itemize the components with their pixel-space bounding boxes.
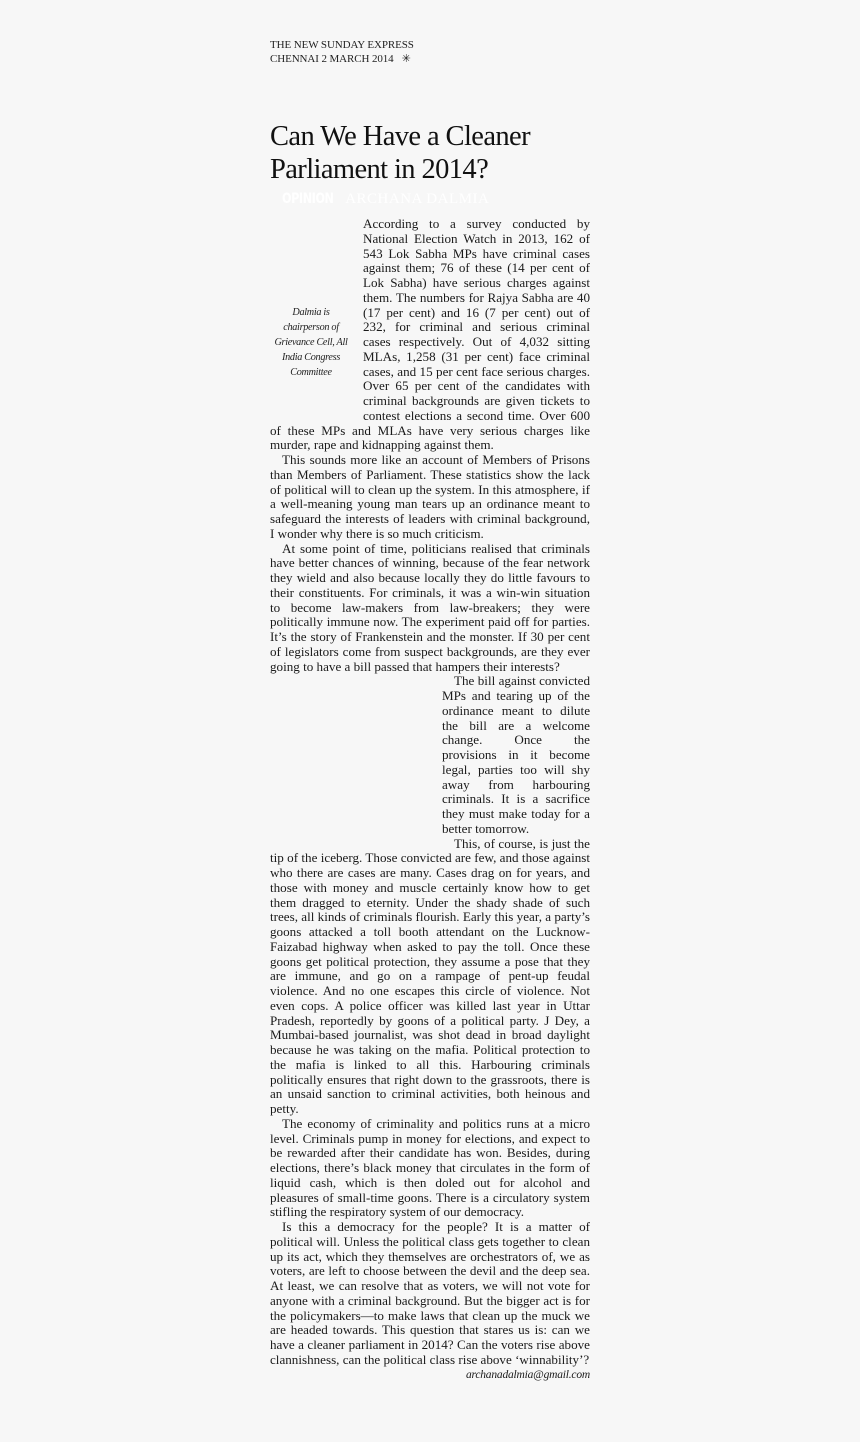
publication-name: THE NEW SUNDAY EXPRESS xyxy=(270,39,414,51)
headline-line-2: Parliament in 2014? xyxy=(270,154,489,185)
paragraph-2: This sounds more like an account of Members of Prisons than Members of Parliament. These statistics show the lack of political will to clean up the system. In this atmosphere, if a well-meaning young man tears up an ordinance meant to safeguard the interests of leaders with criminal background, I wonder why there is so much criticism. xyxy=(270,452,590,541)
paragraph-6: The economy of criminality and politics runs at a micro level. Criminals pump in money for elections, and expect to be rewarded after their candidate has won. Besides, during elections, there’s black money that circulates in the form of liquid cash, which is then doled out for alcohol and pleasures of small-time goons. There is a circulatory system stifling the respiratory system of our democracy. xyxy=(270,1115,590,1220)
author-email: archanadalmia@gmail.com xyxy=(465,1368,590,1381)
author-note-box xyxy=(270,217,352,409)
paragraph-4: The bill against convicted MPs and tearing up of the ordinance meant to dilute the bill are a welcome change. Once the provisions in it become legal, parties too will shy away from harbouring criminals. It is a sacrifice they must make today for a better tomorrow. xyxy=(442,673,590,836)
author-name: ARCHANA DALMIA xyxy=(345,191,490,207)
headline-line-1: Can We Have a Cleaner xyxy=(270,121,530,152)
paragraph-7 xyxy=(270,1219,590,1381)
newspaper-clipping xyxy=(270,38,590,1381)
article-body xyxy=(270,217,590,1382)
article-headline xyxy=(270,120,600,186)
asterisk-ornament-icon: ✳ xyxy=(401,53,411,65)
section-kicker: OPINION xyxy=(282,191,334,207)
author-note: Dalmia is chairperson of Grievance Cell, All India Congress Committee xyxy=(274,307,348,378)
paragraph-5: This, of course, is just the tip of the iceberg. Those convicted are few, and those against who there are cases are many. Cases drag on for years, and those with money and muscle certainly know how to get them dragged to eternity. Under the shady shade of such trees, all kinds of criminals flourish. Early this year, a party’s goons attacked a toll booth attendant on the Lucknow-Faizabad highway when asked to pay the toll. Once these goons get political protection, they assume a pose that they are immune, and go on a rampage of pent-up feudal violence. And no one escapes this circle of violence. Not even cops. A police officer was killed last year in Uttar Pradesh, reportedly by goons of a political party. J Dey, a Mumbai-based journalist, was shot dead in broad daylight because he was taking on the mafia. Political protection to the mafia is linked to all this. Harbouring criminals politically ensures that right down to the grassroots, there is an unsaid sanction to criminal activities, both heinous and petty. xyxy=(270,835,590,1116)
byline xyxy=(282,188,489,209)
paragraph-3: At some point of time, politicians realised that criminals have better chances of winning, because of the fear network they wield and also because locally they do little favours to their constituents. For criminals, it was a win-win situation to become law-makers from law-breakers; they were politically immune now. The experiment paid off for parties. It’s the story of Frankenstein and the monster. If 30 per cent of legislators come from suspect backgrounds, are they ever going to have a bill passed that hampers their interests? xyxy=(270,540,590,674)
dateline xyxy=(270,52,590,66)
masthead xyxy=(270,38,590,66)
dateline-text: CHENNAI 2 MARCH 2014 xyxy=(270,53,394,65)
paragraph-1: According to a survey conducted by National Election Watch in 2013, 162 of 543 Lok Sabha MPs have criminal cases against them; 76 of these (14 per cent of Lok Sabha) have serious charges against them. The numbers for Rajya Sabha are 40 (17 per cent) and 16 (7 per cent) out of 232, for criminal and serious criminal cases respectively. Out of 4,032 sitting MLAs, 1,258 (31 per cent) face criminal cases, and 15 per cent face serious charges. Over 65 per cent of the candidates with criminal backgrounds are given tickets to contest elections a second time. Over 600 of these MPs and MLAs have very serious charges like murder, rape and kidnapping against them. xyxy=(270,216,590,453)
paragraph-7-text: Is this a democracy for the people? It is a matter of political will. Unless the political class gets together to clean up its act, which they themselves are orchestrators of, we as voters, are left to choose between the devil and the deep sea. At least, we can resolve that as voters, we will not vote for anyone with a criminal background. But the bigger act is for the policymakers—to make laws that clean up the muck we are headed towards. This question that stares us is: can we have a cleaner parliament in 2014? Can the voters rise above clannishness, can the political class rise above ‘winnability’? xyxy=(270,1219,590,1367)
image-gap-placeholder xyxy=(270,674,442,851)
